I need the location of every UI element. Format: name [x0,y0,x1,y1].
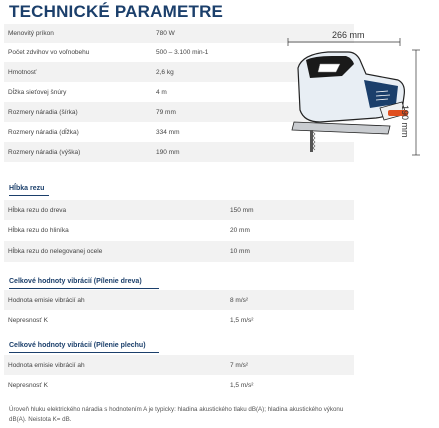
spec-value: 190 mm [156,148,180,156]
spec-row [4,241,354,262]
spec-label: Nepresnosť K [8,382,49,389]
blade-teeth [313,132,315,150]
spec-label: Rozmery náradia (výška) [8,148,81,156]
spec-value: 20 mm [230,227,250,234]
vib-wood-title: Celkové hodnoty vibrácií (Pílenie dreva) [9,278,142,285]
vib-sheet-underline [9,352,159,353]
spec-value: 7 m/s² [230,361,249,369]
height-dimension-label: 190 mm [400,105,410,138]
spec-label: Dĺžka sieťovej šnúry [8,88,67,96]
page-title: TECHNICKÉ PARAMETRE [9,2,224,21]
spec-row [4,220,354,241]
spec-row [4,375,354,396]
noise-footnote: Úroveň hluku elektrického náradia s hodnotením A je typicky: hladina akustického tlaku dB(A); hladina akustického výkonu dB(A). Neistota K= dB. [9,406,344,423]
spec-value: 500 – 3.100 min-1 [156,49,209,56]
base-plate [292,122,390,134]
saw-blade [310,130,313,152]
spec-value: 10 mm [230,248,250,255]
spec-value: 2,6 kg [156,68,174,76]
spec-value: 780 W [156,30,175,37]
spec-label: Nepresnosť K [8,317,49,324]
spec-label: Počet zdvihov vo voľnobehu [8,49,90,56]
cut-depth-underline [9,195,49,196]
spec-value: 4 m [156,88,167,96]
spec-value: 334 mm [156,128,180,136]
spec-label: Hĺbka rezu do dreva [8,206,67,214]
spec-row [4,355,354,375]
spec-label: Menovitý príkon [8,30,54,37]
cut-depth-title: Hĺbka rezu [9,185,45,192]
spec-value: 1,5 m/s² [230,382,254,389]
width-dimension-label: 266 mm [332,30,365,40]
spec-label: Hodnota emisie vibrácií ah [8,296,85,304]
handle-grip [318,64,340,72]
spec-value: 1,5 m/s² [230,317,254,324]
spec-row [4,310,354,331]
spec-label: Hodnota emisie vibrácií ah [8,361,85,369]
spec-label: Rozmery náradia (šírka) [8,108,78,116]
product-illustration [280,30,435,160]
spec-value: 79 mm [156,108,176,116]
spec-row [4,290,354,310]
spec-label: Hĺbka rezu do nelegovanej ocele [8,248,103,255]
spec-value: 150 mm [230,206,254,214]
spec-label: Hĺbka rezu do hliníka [8,227,69,234]
spec-row [4,200,354,220]
spec-value: 8 m/s² [230,296,249,304]
spec-label: Hmotnosť [8,68,37,76]
jigsaw-image [280,30,435,160]
vib-wood-underline [9,288,159,289]
spec-label: Rozmery náradia (dĺžka) [8,128,79,136]
vib-sheet-title: Celkové hodnoty vibrácií (Pílenie plechu) [9,342,146,349]
